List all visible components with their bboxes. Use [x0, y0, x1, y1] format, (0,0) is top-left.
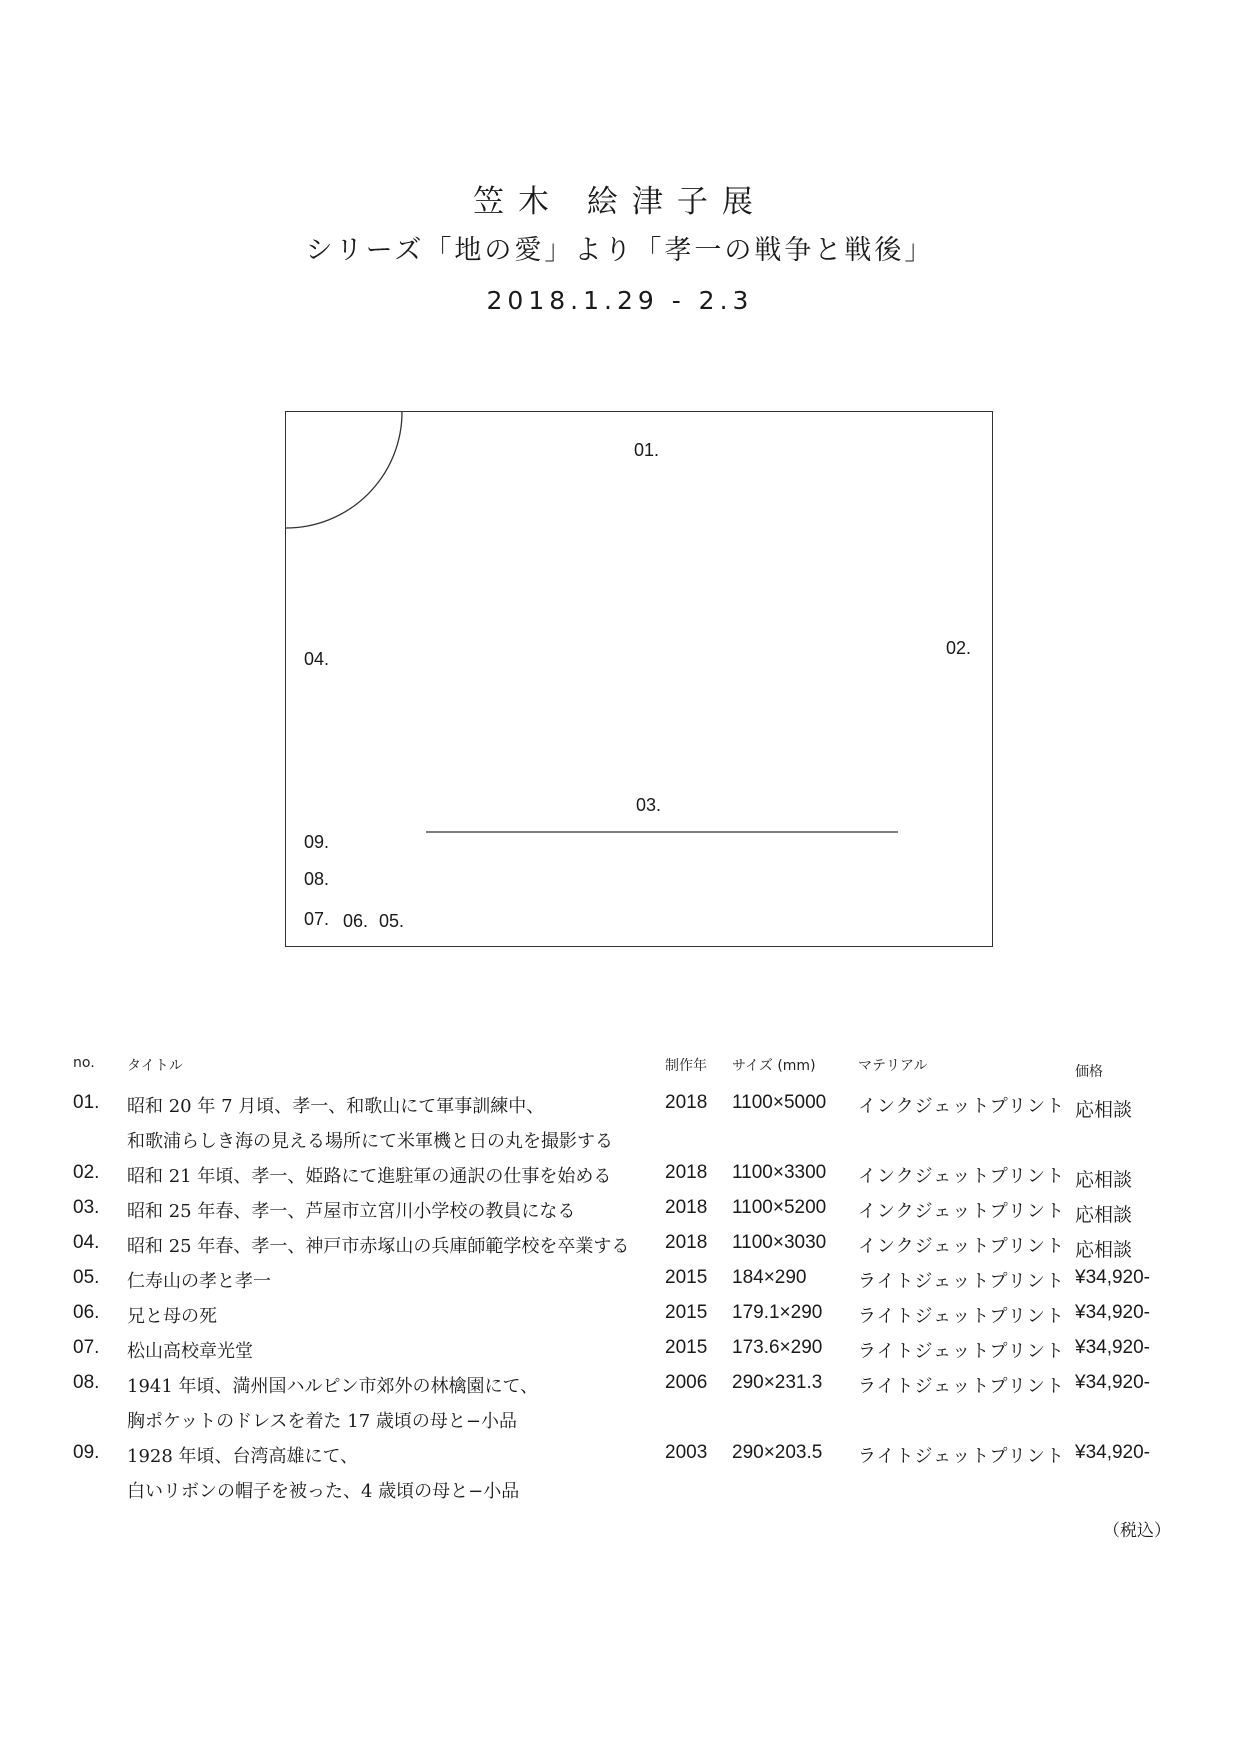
row-year: 2015 — [665, 1337, 708, 1358]
row-size: 184×290 — [732, 1267, 807, 1288]
row-year: 2018 — [665, 1197, 708, 1218]
plan-label-07: 07. — [304, 909, 330, 929]
row-year: 2003 — [665, 1442, 708, 1463]
row-title: 昭和 25 年春、孝一、芦屋市立宮川小学校の教員になる — [127, 1201, 576, 1222]
plan-label-06: 06. — [343, 911, 369, 931]
row-material: インクジェットプリント — [858, 1096, 1066, 1117]
row-size: 1100×5000 — [732, 1092, 827, 1113]
row-year: 2018 — [665, 1092, 708, 1113]
row-size: 290×203.5 — [732, 1442, 823, 1463]
row-price: ¥34,920- — [1075, 1302, 1151, 1323]
row-title: 昭和 21 年頃、孝一、姫路にて進駐軍の通訳の仕事を始める — [127, 1166, 612, 1187]
row-title-line2: 胸ポケットのドレスを着た 17 歳頃の母と−小品 — [127, 1411, 517, 1432]
row-size: 1100×5200 — [732, 1197, 827, 1218]
table-row — [0, 1162, 1240, 1196]
plan-label-01: 01. — [634, 440, 660, 460]
row-title: 松山高校章光堂 — [127, 1341, 253, 1362]
plan-label-02: 02. — [946, 638, 972, 658]
row-no: 09. — [73, 1442, 100, 1463]
row-no: 08. — [73, 1372, 100, 1393]
row-price: 応相談 — [1075, 1099, 1133, 1121]
row-price: 応相談 — [1075, 1239, 1133, 1261]
row-material: インクジェットプリント — [858, 1166, 1066, 1187]
plan-label-08: 08. — [304, 869, 330, 889]
header-price: 価格 — [1075, 1064, 1103, 1080]
plan-label-05: 05. — [379, 911, 405, 931]
plan-label-09: 09. — [304, 832, 330, 852]
header-title: タイトル — [127, 1058, 183, 1074]
row-title: 兄と母の死 — [127, 1306, 217, 1327]
table-row-continuation — [0, 1477, 1240, 1511]
table-row — [0, 1337, 1240, 1371]
header-size: サイズ (mm) — [732, 1058, 816, 1074]
row-price: 応相談 — [1075, 1204, 1133, 1226]
row-material: インクジェットプリント — [858, 1236, 1066, 1257]
row-no: 03. — [73, 1197, 100, 1218]
exhibition-dates: 2018.1.29 - 2.3 — [486, 286, 754, 315]
row-no: 04. — [73, 1232, 100, 1253]
row-no: 06. — [73, 1302, 100, 1323]
table-row — [0, 1267, 1240, 1301]
table-row-continuation — [0, 1407, 1240, 1441]
row-price: ¥34,920- — [1075, 1337, 1151, 1358]
row-material: ライトジェットプリント — [858, 1376, 1065, 1397]
tax-note: （税込） — [1103, 1521, 1171, 1541]
plan-label-04: 04. — [304, 649, 330, 669]
row-year: 2018 — [665, 1232, 708, 1253]
table-row-continuation — [0, 1127, 1240, 1161]
row-material: インクジェットプリント — [858, 1201, 1066, 1222]
door-swing-arc — [286, 412, 402, 528]
header-no: no. — [73, 1055, 95, 1071]
row-no: 07. — [73, 1337, 100, 1358]
row-year: 2015 — [665, 1302, 708, 1323]
table-row — [0, 1092, 1240, 1126]
floor-plan-lines — [286, 412, 994, 948]
row-price: ¥34,920- — [1075, 1442, 1151, 1463]
row-size: 1100×3030 — [732, 1232, 827, 1253]
row-title: 昭和 20 年 7 月頃、孝一、和歌山にて軍事訓練中、 — [127, 1096, 545, 1117]
row-title-line2: 和歌浦らしき海の見える場所にて米軍機と日の丸を撮影する — [127, 1131, 613, 1152]
row-title: 仁寿山の孝と孝一 — [127, 1271, 271, 1292]
row-size: 1100×3300 — [732, 1162, 827, 1183]
row-material: ライトジェットプリント — [858, 1341, 1065, 1362]
row-size: 173.6×290 — [732, 1337, 823, 1358]
floor-plan — [285, 411, 993, 947]
row-year: 2015 — [665, 1267, 708, 1288]
row-title: 1941 年頃、満州国ハルピン市郊外の林檎園にて、 — [127, 1376, 539, 1397]
header-year: 制作年 — [665, 1058, 707, 1074]
table-row — [0, 1232, 1240, 1266]
row-price: 応相談 — [1075, 1169, 1133, 1191]
header-material: マテリアル — [858, 1058, 928, 1074]
row-title-line2: 白いリボンの帽子を被った、4 歳頃の母と−小品 — [127, 1481, 520, 1502]
row-price: ¥34,920- — [1075, 1372, 1151, 1393]
exhibition-subtitle: シリーズ「地の愛」より「孝一の戦争と戦後」 — [305, 235, 935, 266]
row-size: 179.1×290 — [732, 1302, 823, 1323]
row-title: 昭和 25 年春、孝一、神戸市赤塚山の兵庫師範学校を卒業する — [127, 1236, 630, 1257]
plan-label-03: 03. — [636, 795, 662, 815]
table-row — [0, 1302, 1240, 1336]
row-no: 05. — [73, 1267, 100, 1288]
row-year: 2018 — [665, 1162, 708, 1183]
row-price: ¥34,920- — [1075, 1267, 1151, 1288]
table-row — [0, 1197, 1240, 1231]
row-material: ライトジェットプリント — [858, 1306, 1065, 1327]
table-row — [0, 1372, 1240, 1406]
row-material: ライトジェットプリント — [858, 1446, 1065, 1467]
table-row — [0, 1442, 1240, 1476]
exhibition-title: 笠木 絵津子展 — [473, 184, 767, 220]
row-year: 2006 — [665, 1372, 708, 1393]
row-title: 1928 年頃、台湾高雄にて、 — [127, 1446, 359, 1467]
row-size: 290×231.3 — [732, 1372, 823, 1393]
row-no: 01. — [73, 1092, 100, 1113]
row-material: ライトジェットプリント — [858, 1271, 1065, 1292]
row-no: 02. — [73, 1162, 100, 1183]
